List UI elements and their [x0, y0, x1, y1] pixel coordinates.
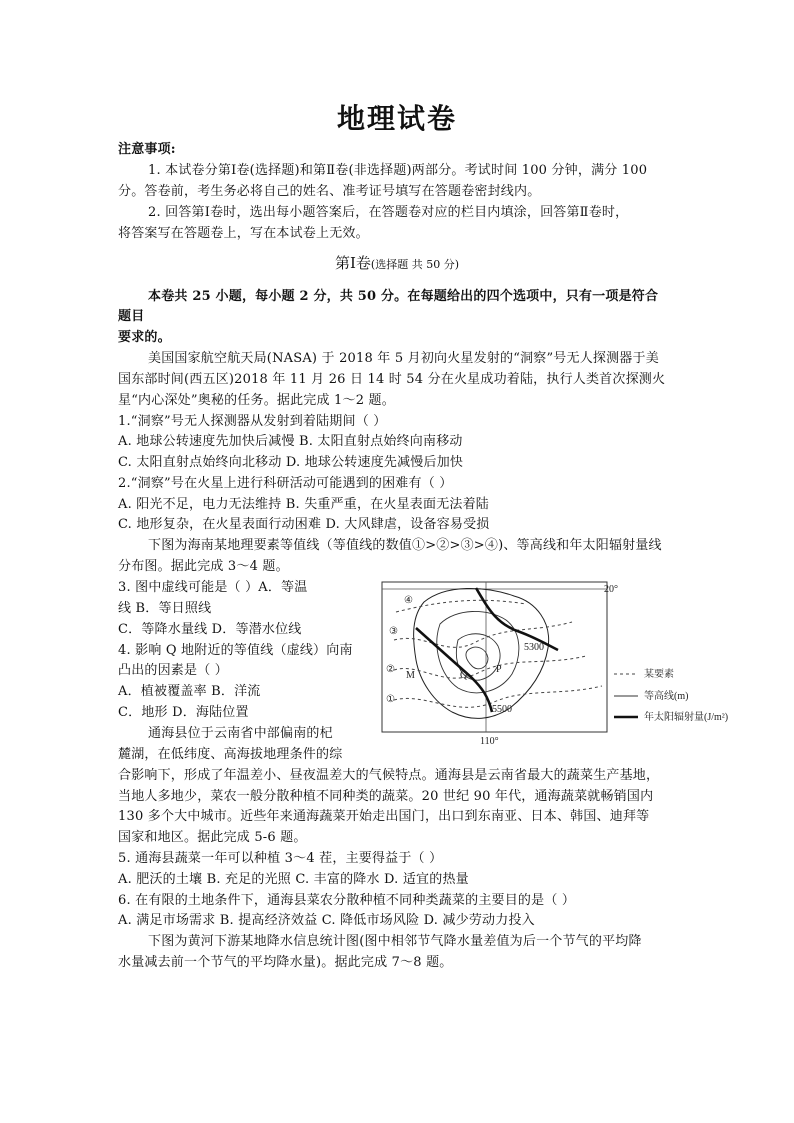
question-1-options: A. 地球公转速度先加快后减慢 B. 太阳直射点始终向南移动: [118, 434, 463, 449]
passage-line: 水量减去前一个节气的平均降水量)。据此完成 7～8 题。: [118, 955, 453, 970]
section-title-main: 第Ⅰ卷: [334, 254, 371, 272]
passage-line: 下图为黄河下游某地降水信息统计图(图中相邻节气降水量差值为后一个节气的平均降: [148, 934, 642, 949]
section-title: [0, 252, 794, 273]
contour-label: 5500: [492, 704, 512, 715]
legend-label: 等高线(m): [644, 691, 689, 702]
question-2-options: C. 地形复杂，在火星表面行动困难 D. 大风肆虐，设备容易受损: [118, 517, 490, 532]
passage-line: 下图为海南某地理要素等值线（等值线的数值①>②>③>④)、等高线和年太阳辐射量线: [148, 538, 662, 553]
passage-line: 分布图。据此完成 3～4 题。: [118, 559, 289, 574]
point-label: M: [406, 670, 415, 681]
question-6-stem: 6. 在有限的土地条件下，通海县菜农分散种植不同种类蔬菜的主要目的是（ ）: [118, 893, 576, 908]
point-label: Q: [460, 670, 468, 681]
legend-label: 某要素: [644, 669, 674, 680]
question-3-line: C．等降水量线 D．等潜水位线: [118, 622, 302, 637]
isoline-label: ②: [386, 664, 395, 675]
passage-line: 星“内心深处”奥秘的任务。据此完成 1～2 题。: [118, 393, 395, 408]
question-3-line: 3. 图中虚线可能是（ ）A．等温: [118, 580, 308, 595]
notice-line: 2. 回答第Ⅰ卷时，选出每小题答案后，在答题卷对应的栏目内填涂，回答第Ⅱ卷时，: [148, 205, 629, 220]
passage-line: 通海县位于云南省中部偏南的杞: [148, 726, 333, 741]
notice-line: 1. 本试卷分第Ⅰ卷(选择题)和第Ⅱ卷(非选择题)两部分。考试时间 100 分钟，满分 100: [148, 163, 648, 178]
island-outline: [414, 588, 549, 718]
legend-label: 年太阳辐射量(J/m²): [644, 712, 729, 723]
notice-heading: 注意事项:: [118, 142, 176, 157]
contour-line: [466, 647, 488, 669]
radiation-line-5500: [416, 628, 492, 712]
page-title: 地理试卷: [336, 102, 457, 135]
passage-line: 国东部时间(西五区)2018 年 11 月 26 日 14 时 54 分在火星成功着陆，执行人类首次探测火: [118, 372, 666, 387]
question-5-stem: 5. 通海县蔬菜一年可以种植 3～4 茬，主要得益于（ ）: [118, 851, 443, 866]
section-intro: 题目: [118, 309, 145, 324]
question-2-stem: 2.“洞察”号在火星上进行科研活动可能遇到的困难有（ ）: [118, 476, 453, 491]
question-2-options: A. 阳光不足，电力无法维持 B. 失重严重，在火星表面无法着陆: [118, 497, 490, 512]
passage-line: 合影响下，形成了年温差小、昼夜温差大的气候特点。通海县是云南省最大的蔬菜生产基地，: [118, 768, 660, 783]
notice-line: 将答案写在答题卷上，写在本试卷上无效。: [118, 226, 369, 241]
passage-line: 国家和地区。据此完成 5-6 题。: [118, 830, 307, 845]
section-intro: 本卷共 25 小题，每小题 2 分，共 50 分。在每题给出的四个选项中，只有一项是符合: [148, 289, 659, 304]
passage-line: 麓湖，在低纬度、高海拔地理条件的综: [118, 747, 343, 762]
passage-line: 当地人多地少，菜农一般分散种植不同种类的蔬菜。20 世纪 90 年代，通海蔬菜就畅销国内: [118, 789, 654, 804]
isoline-label: ①: [386, 694, 395, 705]
question-4-line: A．植被覆盖率 B．洋流: [118, 684, 261, 699]
isoline-2: [394, 656, 586, 678]
question-1-options: C. 太阳直射点始终向北移动 D. 地球公转速度先减慢后加快: [118, 455, 464, 470]
question-4-line: 4. 影响 Q 地附近的等值线（虚线）向南: [118, 643, 353, 658]
contour-label: 5300: [524, 642, 544, 653]
longitude-label: 110°: [480, 736, 499, 747]
isoline-map: [376, 562, 744, 750]
latitude-label: 20°: [604, 584, 618, 595]
isoline-label: ④: [404, 595, 413, 606]
section-title-sub: (选择题 共 50 分): [370, 258, 459, 271]
isoline-label: ③: [389, 626, 398, 637]
question-3-line: 线 B．等日照线: [118, 601, 212, 616]
question-4-line: 凸出的因素是（ ）: [118, 663, 228, 678]
passage-line: 美国国家航空航天局(NASA) 于 2018 年 5 月初向火星发射的“洞察”号无人探测器于美: [148, 351, 659, 366]
question-6-options: A. 满足市场需求 B. 提高经济效益 C. 降低市场风险 D. 减少劳动力投入: [118, 913, 535, 928]
isoline-4: [396, 600, 526, 612]
section-intro: 要求的。: [118, 330, 171, 345]
question-5-options: A. 肥沃的土壤 B. 充足的光照 C. 丰富的降水 D. 适宜的热量: [118, 872, 469, 887]
passage-line: 130 多个大中城市。近些年来通海蔬菜开始走出国门，出口到东南亚、日本、韩国、迪拜等: [118, 809, 650, 824]
question-4-line: C．地形 D．海陆位置: [118, 705, 249, 720]
question-1-stem: 1.“洞察”号无人探测器从发射到着陆期间（ ）: [118, 414, 387, 429]
notice-line: 分。答卷前，考生务必将自己的姓名、准考证号填写在答题卷密封线内。: [118, 184, 541, 199]
point-label: P: [496, 664, 502, 675]
